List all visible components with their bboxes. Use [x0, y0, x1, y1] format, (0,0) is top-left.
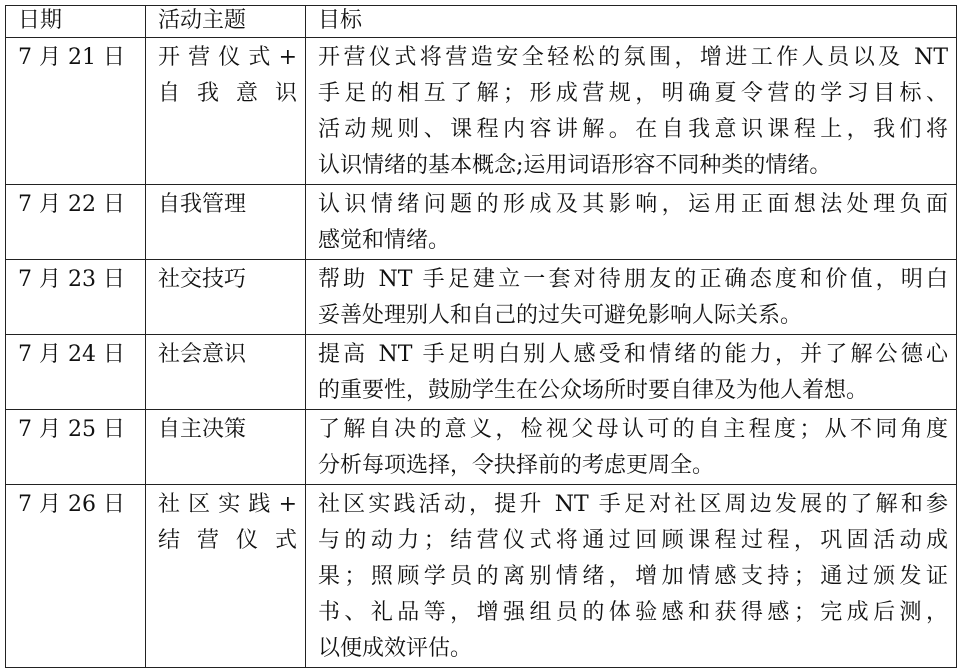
goal-line: 与的动力；结营仪式将通过回顾课程过程，巩固活动成: [318, 528, 948, 553]
header-row: [6, 6, 957, 38]
goal-line: 书、礼品等，增强组员的体验感和获得感；完成后测，: [318, 600, 948, 625]
date-text: 7 月 22 日: [18, 192, 125, 217]
table-row: [6, 38, 957, 185]
date-cell: [6, 485, 146, 668]
date-text: 7 月 21 日: [18, 45, 125, 70]
goal-line: 认识情绪问题的形成及其影响，运用正面想法处理负面: [318, 192, 948, 217]
table-row: [6, 335, 957, 410]
goal-line: 果；照顾学员的离别情绪，增加情感支持；通过颁发证: [318, 564, 948, 589]
goal-line: 感觉和情绪。: [318, 228, 451, 253]
goal-line: 妥善处理别人和自己的过失可避免影响人际关系。: [318, 303, 803, 328]
theme-line: 社会意识: [158, 342, 247, 367]
goal-cell: [306, 335, 957, 410]
theme-line: 开营仪式+: [158, 45, 297, 70]
goal-line: 了解自决的意义，检视父母认可的自主程度；从不同角度: [318, 417, 948, 442]
goal-line: 提高 NT 手足明白别人感受和情绪的能力，并了解公德心: [318, 342, 948, 367]
date-cell: [6, 410, 146, 485]
goal-line: 的重要性，鼓励学生在公众场所时要自律及为他人着想。: [318, 378, 869, 403]
table-row: [6, 185, 957, 260]
date-text: 7 月 24 日: [18, 342, 125, 367]
header-theme: 活动主题: [146, 6, 306, 38]
theme-cell: [146, 38, 306, 185]
theme-line: 自主决策: [158, 417, 247, 442]
goal-line: 认识情绪的基本概念;运用词语形容不同种类的情绪。: [318, 153, 832, 178]
date-cell: [6, 260, 146, 335]
theme-line: 社区实践+: [158, 492, 297, 517]
table-row: [6, 410, 957, 485]
header-goal: 目标: [306, 6, 957, 38]
goal-line: 分析每项选择，令抉择前的考虑更周全。: [318, 453, 715, 478]
theme-cell: [146, 335, 306, 410]
theme-cell: [146, 185, 306, 260]
goal-line: 帮助 NT 手足建立一套对待朋友的正确态度和价值，明白: [318, 267, 948, 292]
goal-line: 以便成效评估。: [318, 636, 473, 661]
goal-line: 手足的相互了解；形成营规，明确夏令营的学习目标、: [318, 81, 948, 106]
goal-cell: [306, 38, 957, 185]
date-cell: [6, 185, 146, 260]
goal-cell: [306, 185, 957, 260]
goal-cell: [306, 410, 957, 485]
theme-line: 自我管理: [158, 192, 247, 217]
theme-line: 结营仪式: [158, 528, 297, 553]
header-date: 日期: [6, 6, 146, 38]
goal-line: 开营仪式将营造安全轻松的氛围，增进工作人员以及 NT: [318, 45, 948, 70]
goal-line: 社区实践活动，提升 NT 手足对社区周边发展的了解和参: [318, 492, 948, 517]
table-row: [6, 485, 957, 668]
theme-line: 自我意识: [158, 81, 297, 106]
date-text: 7 月 26 日: [18, 492, 125, 517]
goal-cell: [306, 485, 957, 668]
table-row: [6, 260, 957, 335]
goal-line: 活动规则、课程内容讲解。在自我意识课程上，我们将: [318, 117, 948, 142]
schedule-table: [5, 5, 957, 668]
date-text: 7 月 25 日: [18, 417, 125, 442]
date-cell: [6, 38, 146, 185]
goal-cell: [306, 260, 957, 335]
theme-cell: [146, 410, 306, 485]
date-cell: [6, 335, 146, 410]
theme-line: 社交技巧: [158, 267, 247, 292]
theme-cell: [146, 485, 306, 668]
theme-cell: [146, 260, 306, 335]
date-text: 7 月 23 日: [18, 267, 125, 292]
